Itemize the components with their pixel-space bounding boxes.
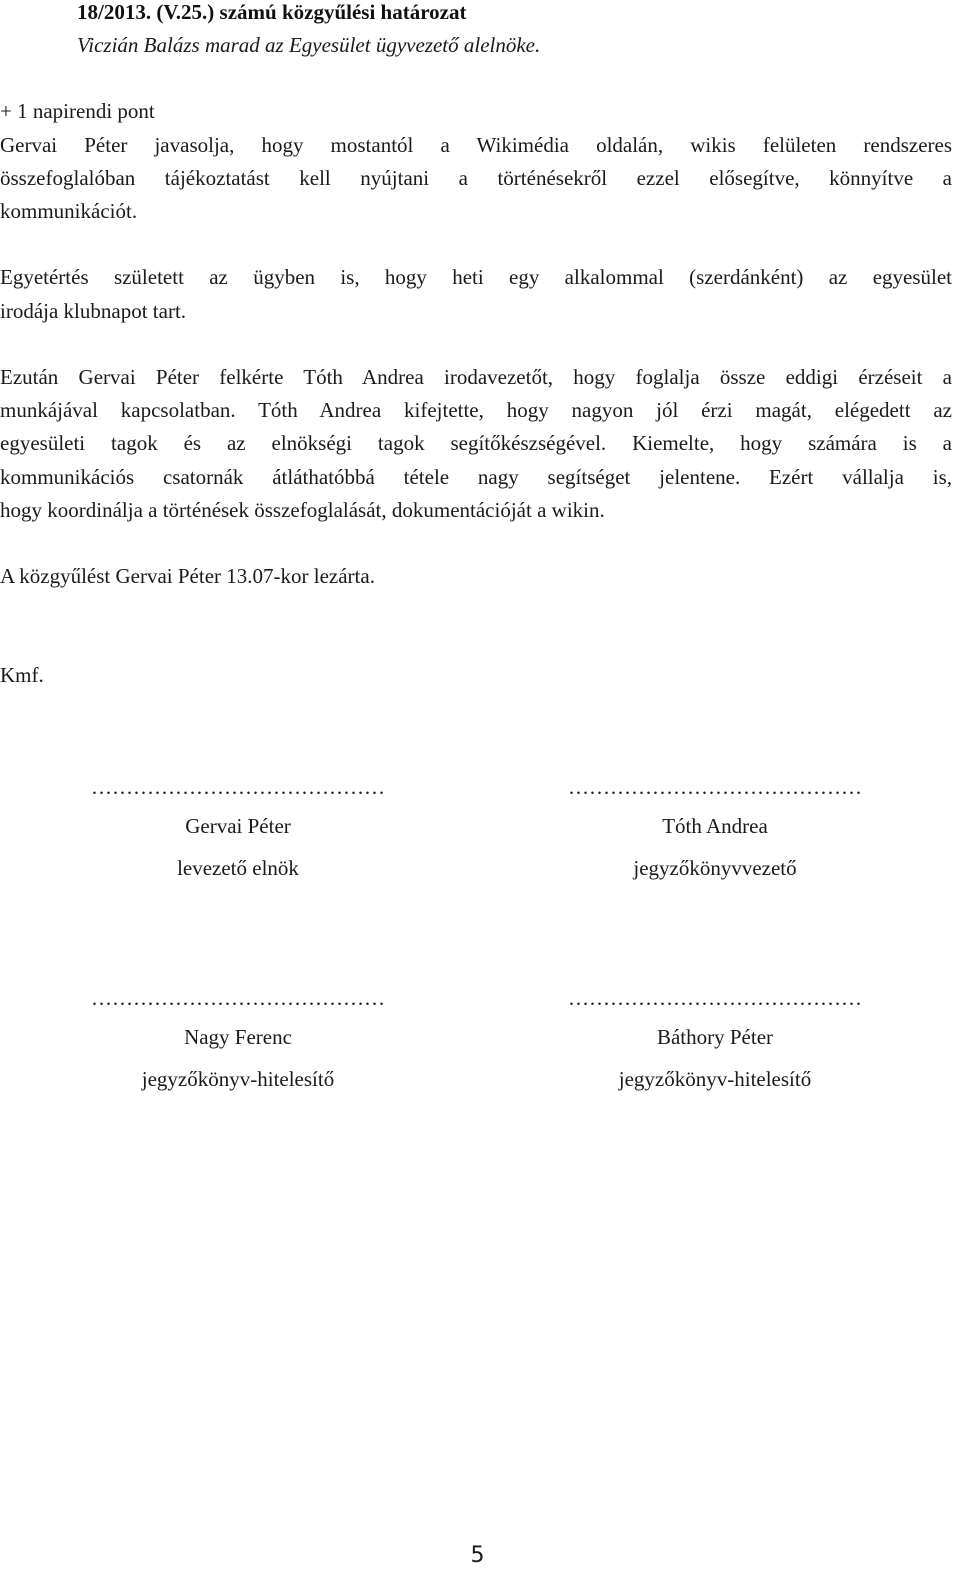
signatory-name: Gervai Péter — [185, 814, 291, 838]
signature-line: …………………………………… — [568, 986, 862, 1010]
paragraph-line: munkájával kapcsolatban. Tóth Andrea kifejtette, hogy nagyon jól érzi magát, elégedett az — [0, 398, 952, 422]
kmf-label: Kmf. — [0, 663, 44, 687]
signatory-role: jegyzőkönyv-hitelesítő — [618, 1067, 812, 1091]
signature-line: …………………………………… — [91, 775, 385, 799]
signatory-role: jegyzőkönyvvezető — [633, 856, 797, 880]
page-number: 5 — [470, 1543, 485, 1568]
paragraph-line: Ezután Gervai Péter felkérte Tóth Andrea irodavezetőt, hogy foglalja össze eddigi érzéseit a — [0, 365, 952, 389]
signatory-role: jegyzőkönyv-hitelesítő — [141, 1067, 335, 1091]
signature-line: …………………………………… — [91, 986, 385, 1010]
paragraph-line: kommunikációs csatornák átláthatóbbá tétele nagy segítséget jelentene. Ezért vállalja is, — [0, 465, 952, 489]
signatory-name: Tóth Andrea — [662, 814, 768, 838]
signatory-role: levezető elnök — [177, 856, 299, 880]
paragraph-line: hogy koordinálja a történések összefoglalását, dokumentációját a wikin. — [0, 498, 605, 522]
signatory-name: Báthory Péter — [656, 1025, 774, 1049]
agenda-line: Gervai Péter javasolja, hogy mostantól a Wikimédia oldalán, wikis felületen rendszeres — [0, 133, 952, 157]
agenda-line: kommunikációt. — [0, 199, 138, 223]
signature-line: …………………………………… — [568, 775, 862, 799]
agenda-line: összefoglalóban tájékoztatást kell nyújtani a történésekről ezzel elősegítve, könnyítve a — [0, 166, 952, 190]
agenda-label: + 1 napirendi pont — [0, 99, 155, 123]
paragraph-line: irodája klubnapot tart. — [0, 299, 187, 323]
closing-statement: A közgyűlést Gervai Péter 13.07-kor lezárta. — [0, 564, 375, 588]
signatory-name: Nagy Ferenc — [184, 1025, 292, 1049]
paragraph-line: egyesületi tagok és az elnökségi tagok segítőkészségével. Kiemelte, hogy számára is a — [0, 431, 952, 455]
resolution-title: 18/2013. (V.25.) számú közgyűlési határozat — [77, 0, 467, 24]
paragraph-line: Egyetértés született az ügyben is, hogy heti egy alkalommal (szerdánként) az egyesület — [0, 265, 952, 289]
resolution-subtitle: Viczián Balázs marad az Egyesület ügyvezető alelnöke. — [77, 33, 541, 57]
